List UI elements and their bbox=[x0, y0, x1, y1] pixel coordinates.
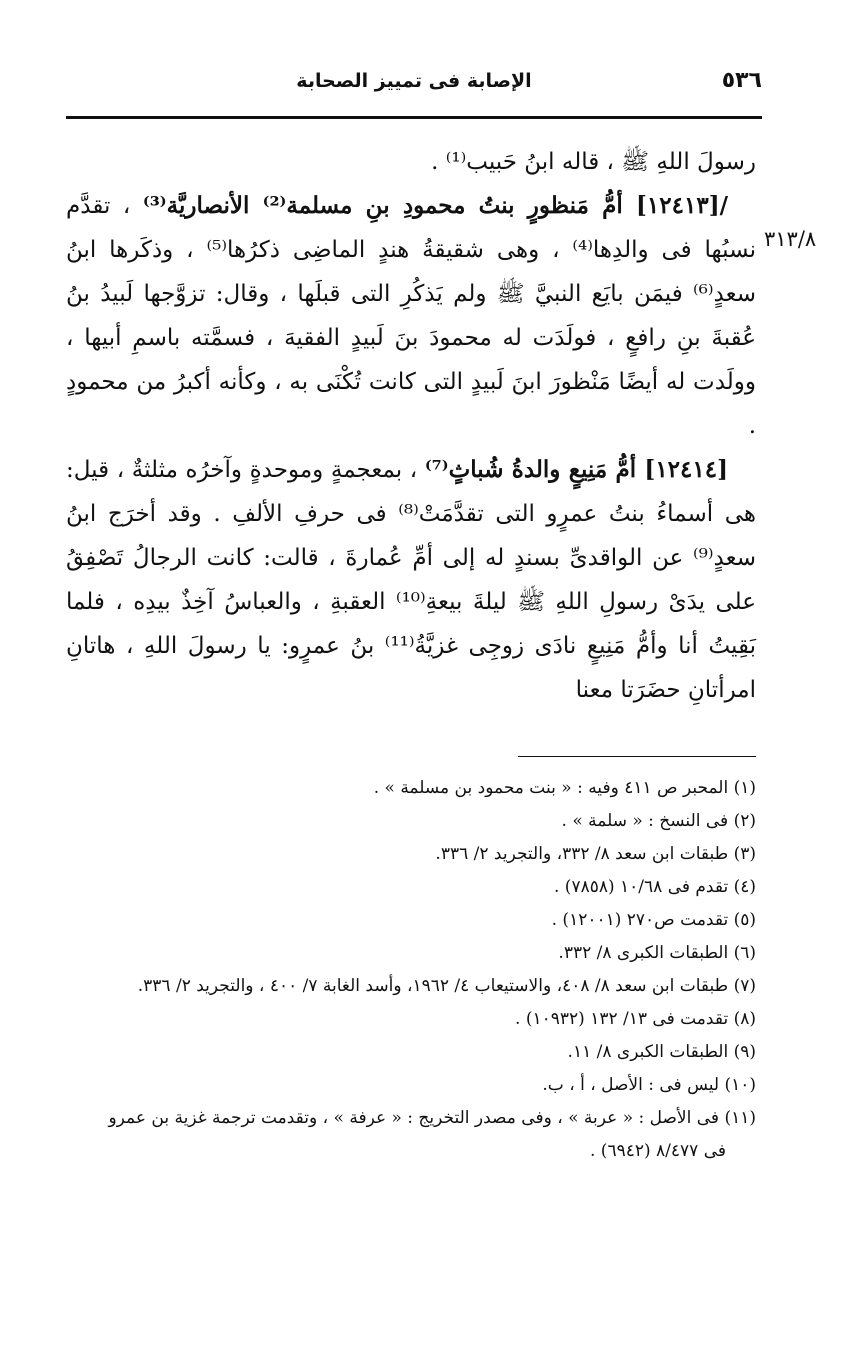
footnote-2: (٢) فى النسخ : « سلمة » . bbox=[561, 811, 756, 831]
entry-heading: [١٢٤١٤] أمُّ مَنِيعٍ والدةُ شُباثٍ⁽⁷⁾ bbox=[424, 456, 728, 483]
page-header bbox=[66, 66, 762, 106]
footnote-11-continued: فى ٨/٤٧٧ (٦٩٤٢) . bbox=[590, 1141, 726, 1161]
margin-reference: ٣١٣/٨ bbox=[764, 227, 817, 251]
footnote-4: (٤) تقدم فى ١٠/٦٨ (٧٨٥٨) . bbox=[554, 877, 756, 897]
entry-text: ، تقدَّم نسبُها فى والدِها⁽⁴⁾ ، وهى شقيقةُ هندٍ الماضِى ذكرُها⁽⁵⁾ ، وذكَرها ابنُ سعدٍ⁽⁶⁾ فيمَن بايَع النبيَّ ﷺ ولم يَذكُرِ التى قبلَها ، وقال: تزوَّجها لَبيدُ بنُ عُقبةَ بنِ رافعٍ ، فولَدَت له محمودَ بنَ لَبيدٍ الفقيهَ ، فسمَّته باسمِ أبيها ، وولَدت له أيضًا مَنْظورَ ابنَ لَبيدٍ التى كانت تُكْنَى به ، وكأنه أكبرُ من محمودٍ . bbox=[66, 193, 756, 439]
continuation-line: رسولَ اللهِ ﷺ ، قاله ابنُ حَبيب⁽¹⁾ . bbox=[431, 149, 756, 175]
header-rule bbox=[66, 116, 762, 119]
footnotes bbox=[60, 772, 756, 1168]
footnote-1: (١) المحبر ص ٤١١ وفيه : « بنت محمود بن مسلمة » . bbox=[373, 778, 756, 798]
footnote-5: (٥) تقدمت ص٢٧٠ (١٢٠٠١) . bbox=[551, 910, 756, 930]
entry-12414 bbox=[66, 448, 756, 712]
footnote-separator bbox=[518, 756, 756, 757]
footnote-10: (١٠) ليس فى : الأصل ، أ ، ب. bbox=[542, 1075, 756, 1095]
footnote-3: (٣) طبقات ابن سعد ٨/ ٣٣٢، والتجريد ٢/ ٣٣٦. bbox=[435, 844, 756, 864]
page-number: ٥٣٦ bbox=[721, 68, 762, 93]
footnote-7: (٧) طبقات ابن سعد ٨/ ٤٠٨، والاستيعاب ٤/ ١٩٦٢، وأسد الغابة ٧/ ٤٠٠ ، والتجريد ٢/ ٣٣٦. bbox=[137, 976, 756, 996]
footnote-6: (٦) الطبقات الكبرى ٨/ ٣٣٢. bbox=[558, 943, 756, 963]
entry-text: ، بمعجمةٍ وموحدةٍ وآخرُه مثلثةٌ ، قيل: هى أسماءُ بنتُ عمرٍو التى تقدَّمَتْ⁽⁸⁾ فى حرفِ الألفِ . وقد أخرَج ابنُ سعدٍ⁽⁹⁾ عن الواقدىِّ بسندٍ له إلى أمِّ عُمارةَ ، قالت: كانت الرجالُ تَصْفِقُ على يدَىْ رسولِ اللهِ ﷺ ليلةَ بيعةِ⁽¹⁰⁾ العقبةِ ، والعباسُ آخِذٌ بيدِه ، فلما بَقِيتُ أنا وأمُّ مَنِيعٍ نادَى زوجِى غزيَّةُ⁽¹¹⁾ بنُ عمرٍو: يا رسولَ اللهِ ، هاتانِ امرأتانِ حضَرَتا معنا bbox=[66, 457, 757, 703]
main-text bbox=[66, 140, 756, 712]
entry-12413 bbox=[66, 184, 756, 448]
footnote-8: (٨) تقدمت فى ١٣/ ١٣٢ (١٠٩٣٢) . bbox=[515, 1009, 756, 1029]
footnote-11: (١١) فى الأصل : « عربة » ، وفى مصدر التخريج : « عرفة » ، وتقدمت ترجمة غزية بن عمرو bbox=[108, 1108, 756, 1128]
running-title: الإصابة فى تمييز الصحابة bbox=[296, 70, 532, 92]
entry-heading: /[١٢٤١٣] أمُّ مَنظورٍ بنتُ محمودِ بنِ مسلمة⁽²⁾ الأنصاريَّة⁽³⁾ bbox=[142, 192, 728, 219]
footnote-9: (٩) الطبقات الكبرى ٨/ ١١. bbox=[567, 1042, 756, 1062]
